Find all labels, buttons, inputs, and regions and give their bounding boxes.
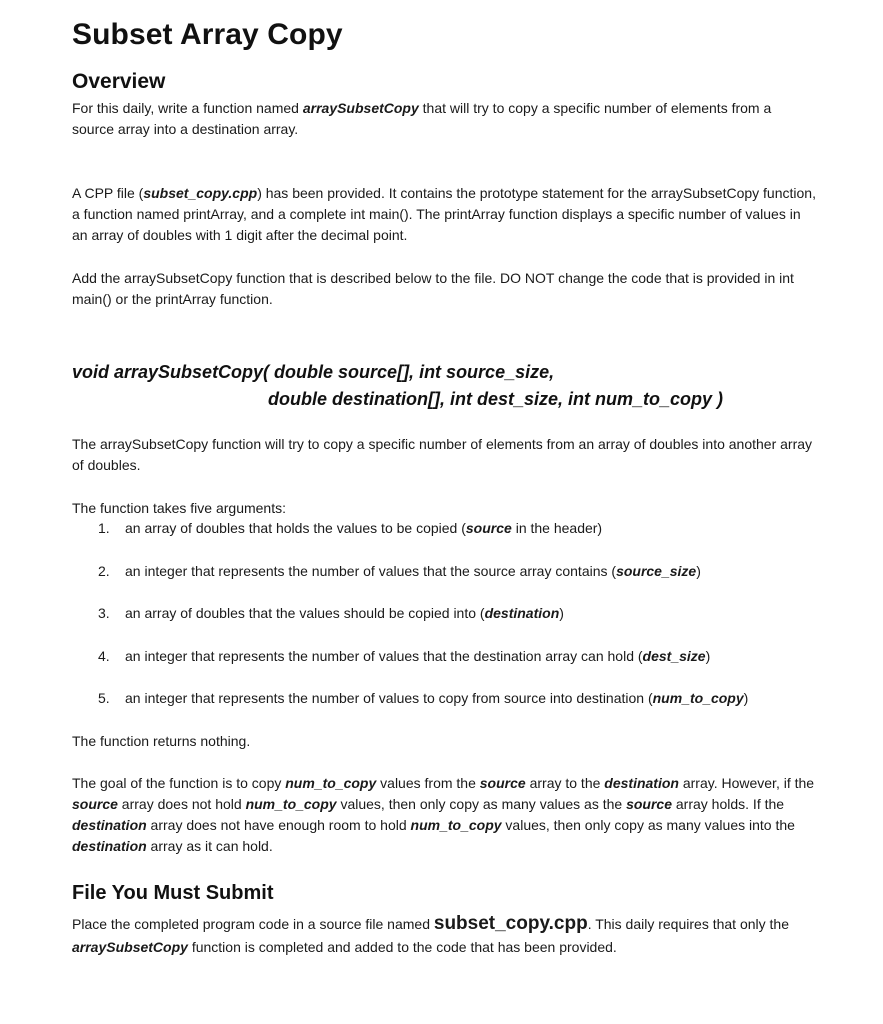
function-signature-line-1: void arraySubsetCopy( double source[], int source_size,: [72, 362, 555, 382]
description-paragraph: The arraySubsetCopy function will try to copy a specific number of elements from an array of doubles into another array of doubles.: [72, 436, 813, 473]
submit-paragraph: Place the completed program code in a source file named subset_copy.cpp. This daily requires that only the arraySubsetCopy function is completed and added to the code that has been provided.: [72, 913, 789, 955]
argument-item-4: 4. an integer that represents the number of values that the destination array can hold (dest_size): [98, 648, 711, 664]
argument-item-2: 2. an integer that represents the number of values that the source array contains (source_size): [98, 563, 701, 579]
function-signature-line-2: double destination[], int dest_size, int num_to_copy ): [268, 389, 724, 409]
overview-paragraph-1: For this daily, write a function named arraySubsetCopy that will try to copy a specific number of elements from a source array into a destination array.: [72, 100, 772, 137]
argument-item-5: 5. an integer that represents the number of values to copy from source into destination (num_to_copy): [98, 690, 749, 706]
overview-paragraph-3: Add the arraySubsetCopy function that is described below to the file. DO NOT change the code that is provided in int main() or the printArray function.: [72, 270, 794, 307]
overview-paragraph-2: A CPP file (subset_copy.cpp) has been provided. It contains the prototype statement for the arraySubsetCopy function, a function named printArray, and a complete int main(). The printArray function displays a specific number of values in an array of doubles with 1 digit after the decimal point.: [72, 185, 816, 243]
arguments-intro: The function takes five arguments:: [72, 500, 286, 516]
page-title: Subset Array Copy: [72, 18, 343, 51]
overview-heading: Overview: [72, 70, 166, 93]
argument-item-1: 1. an array of doubles that holds the values to be copied (source in the header): [98, 520, 603, 536]
argument-item-3: 3. an array of doubles that the values should be copied into (destination): [98, 605, 564, 621]
submit-heading: File You Must Submit: [72, 882, 274, 904]
returns-statement: The function returns nothing.: [72, 733, 251, 749]
goal-paragraph: The goal of the function is to copy num_to_copy values from the source array to the destination array. However, if the source array does not hold num_to_copy values, then only copy as many values as the source array holds. If the destination array does not have enough room to hold num_to_copy values, then only copy as many values into the destination array as it can hold.: [72, 775, 815, 854]
